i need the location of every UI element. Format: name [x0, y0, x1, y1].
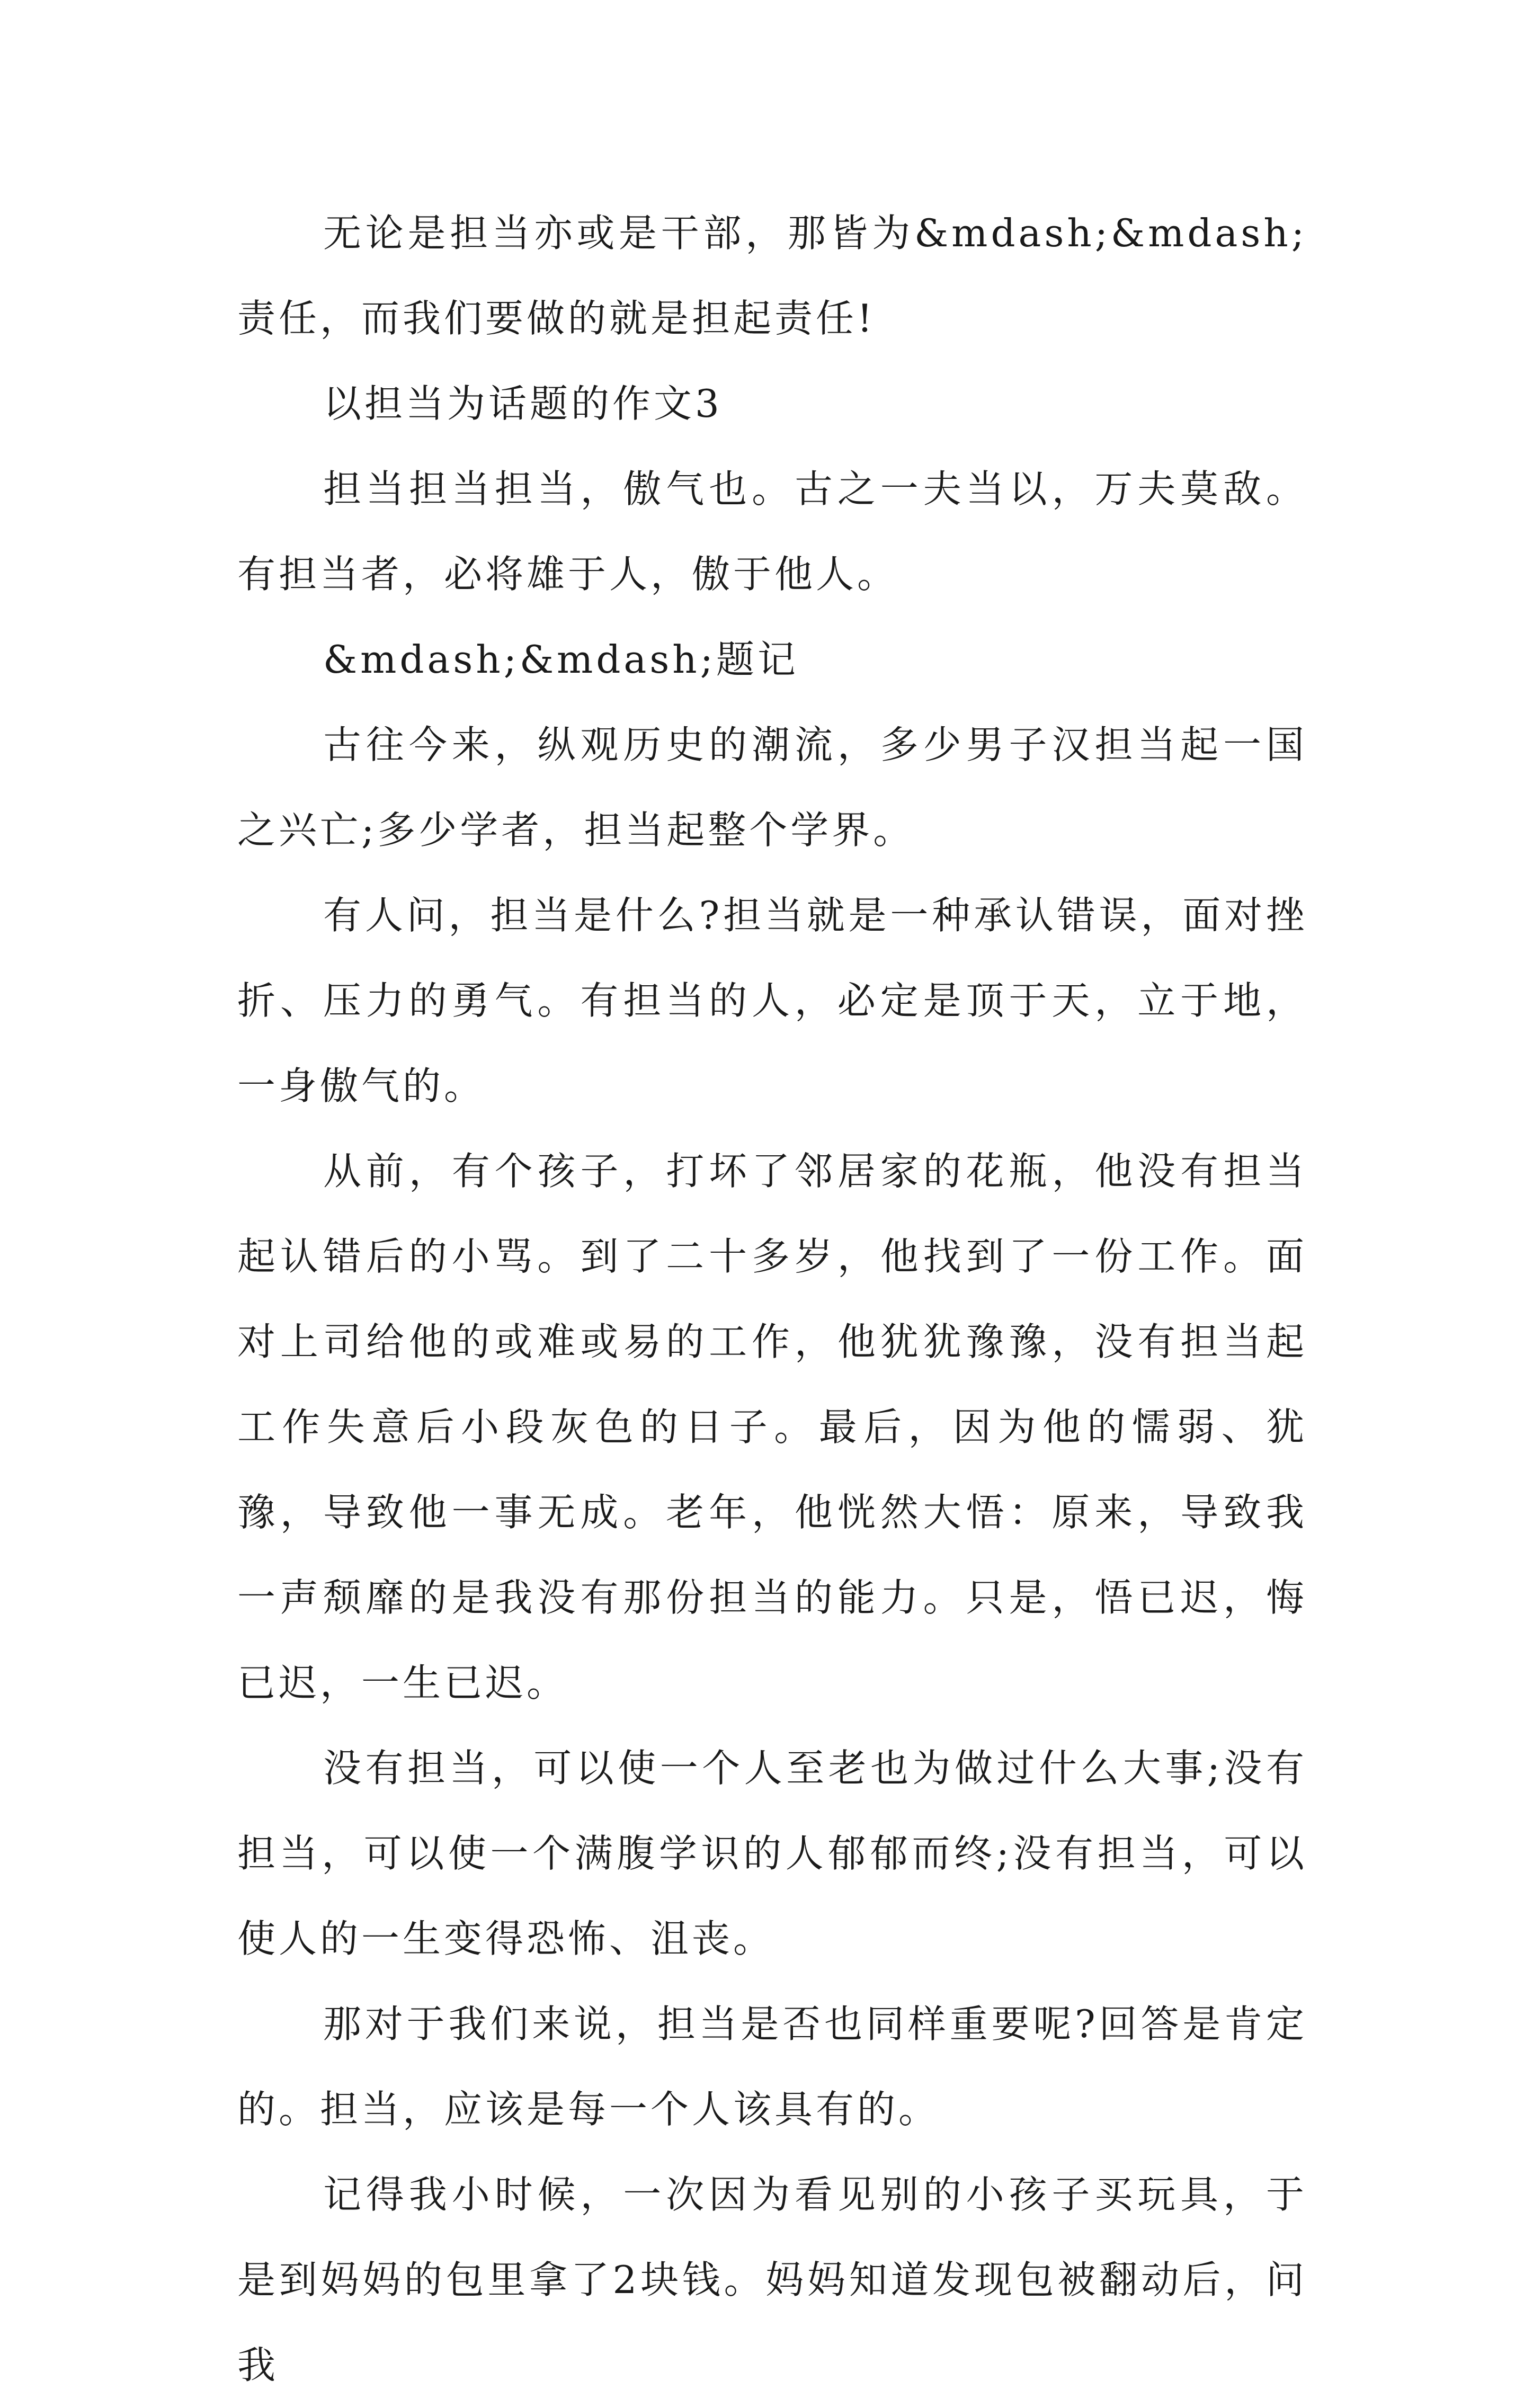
paragraph: 担当担当担当，傲气也。古之一夫当以，万夫莫敌。有担当者，必将雄于人，傲于他人。: [237, 467, 1307, 596]
paragraph: 从前，有个孩子，打坏了邻居家的花瓶，他没有担当起认错后的小骂。到了二十多岁，他找到了一份工作。面对上司给他的或难或易的工作，他犹犹豫豫，没有担当起工作失意后小段灰色的日子。最后，因为他的懦弱、犹豫，导致他一事无成。老年，他恍然大悟：原来，导致我一声颓靡的是我没有那份担当的能力。只是，悟已迟，悔已迟，一生已迟。: [237, 1149, 1307, 1705]
paragraph: 没有担当，可以使一个人至老也为做过什么大事;没有担当，可以使一个满腹学识的人郁郁而终;没有担当，可以使人的一生变得恐怖、沮丧。: [237, 1746, 1307, 1961]
paragraph: 无论是担当亦或是干部，那皆为&mdash;&mdash;责任，而我们要做的就是担起责任!: [237, 211, 1307, 341]
document-body: [237, 191, 1307, 2408]
epigraph-attribution: &mdash;&mdash;题记: [323, 637, 799, 682]
paragraph: 有人问，担当是什么?担当就是一种承认错误，面对挫折、压力的勇气。有担当的人，必定是顶于天，立于地，一身傲气的。: [237, 893, 1307, 1108]
paragraph: 记得我小时候，一次因为看见别的小孩子买玩具，于是到妈妈的包里拿了2块钱。妈妈知道发现包被翻动后，问我: [237, 2172, 1307, 2387]
paragraph: 那对于我们来说，担当是否也同样重要呢?回答是肯定的。担当，应该是每一个人该具有的。: [237, 2002, 1307, 2131]
paragraph: 古往今来，纵观历史的潮流，多少男子汉担当起一国之兴亡;多少学者，担当起整个学界。: [237, 723, 1307, 852]
section-heading: 以担当为话题的作文3: [323, 381, 723, 426]
